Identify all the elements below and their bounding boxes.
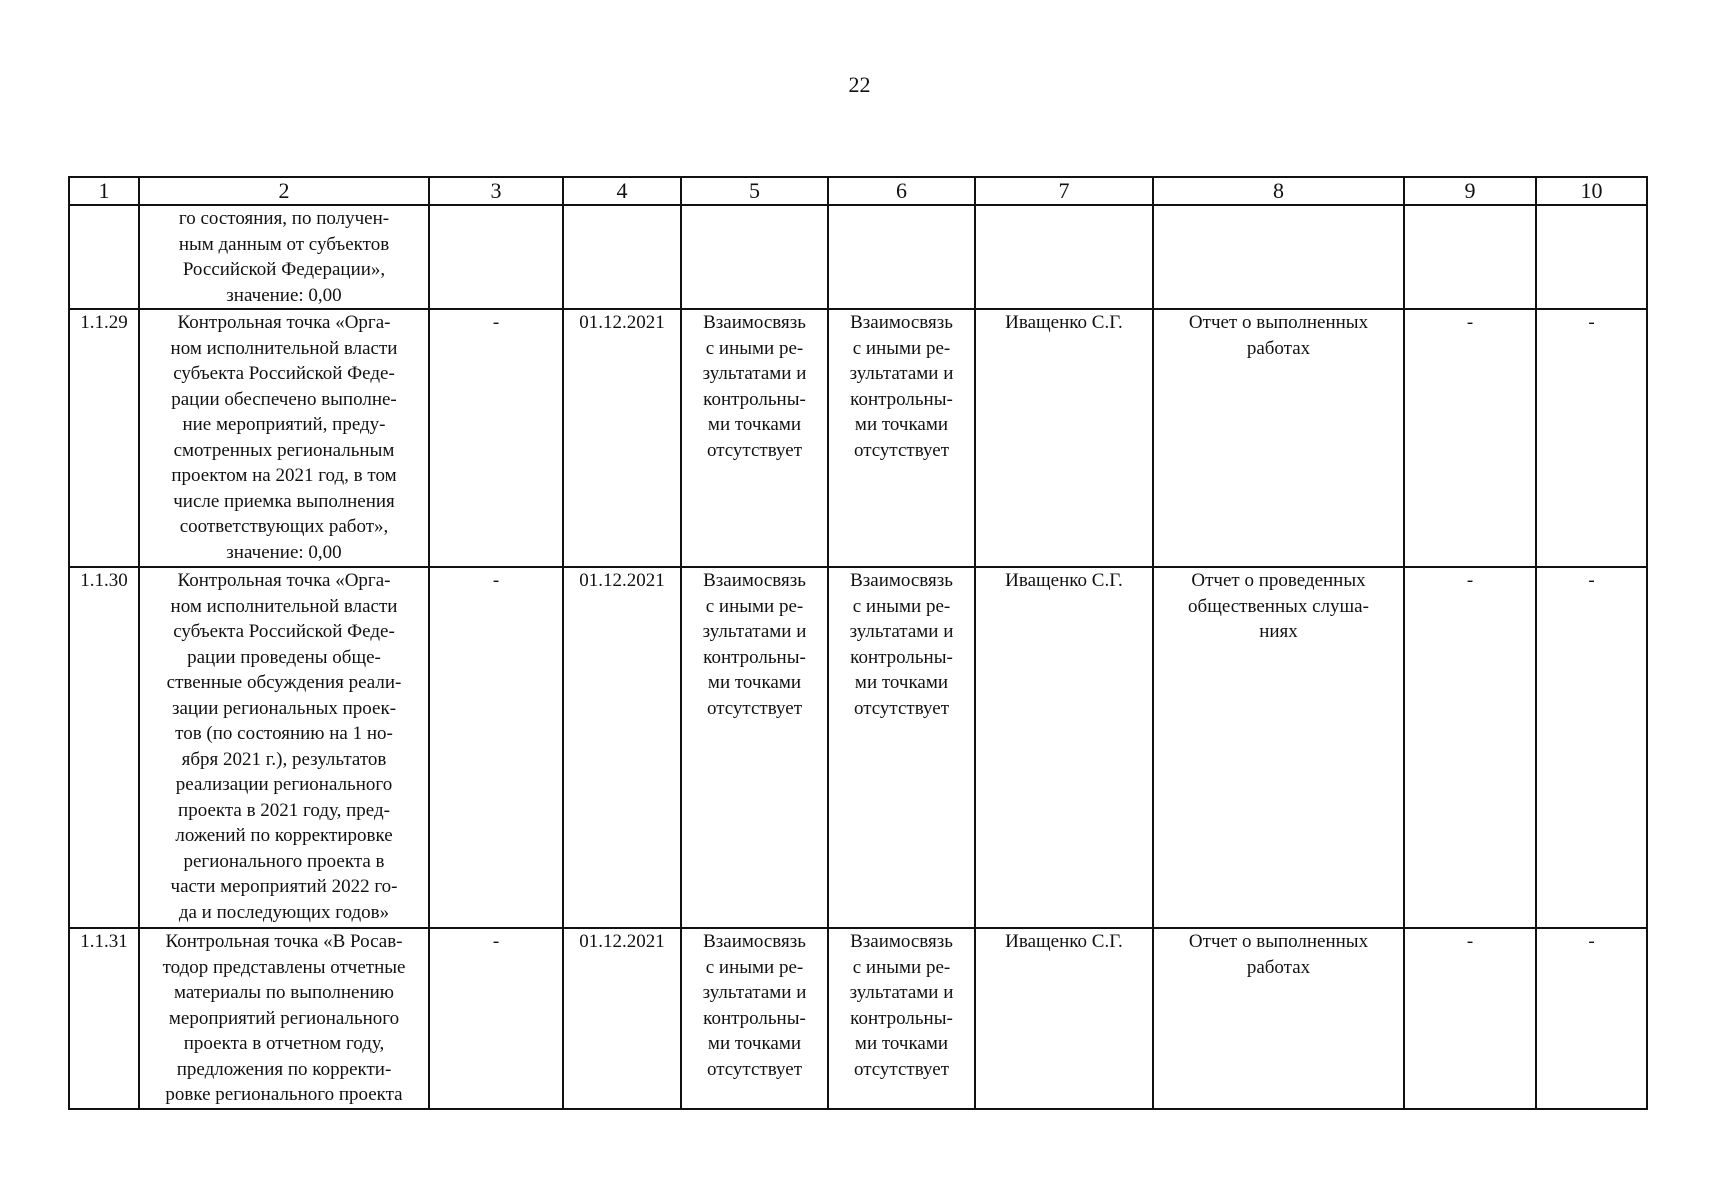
cell-col9 [1404,205,1536,309]
column-header: 5 [681,177,828,205]
cell-col10: - [1536,309,1647,567]
cell-col6: Взаимосвязь с иными ре- зультатами и контрольны- ми точками отсутствует [828,928,975,1109]
cell-col9: - [1404,928,1536,1109]
table-row [69,928,1647,1109]
cell-responsible [975,205,1153,309]
cell-number: 1.1.29 [69,309,139,567]
cell-responsible: Иващенко С.Г. [975,928,1153,1109]
cell-col3 [429,205,563,309]
cell-document [1153,205,1404,309]
cell-number: 1.1.30 [69,567,139,928]
column-header: 1 [69,177,139,205]
table-row [69,567,1647,928]
table-row-continuation [69,205,1647,309]
cell-col6: Взаимосвязь с иными ре- зультатами и контрольны- ми точками отсутствует [828,567,975,928]
column-header: 6 [828,177,975,205]
cell-col9: - [1404,567,1536,928]
cell-description: го состояния, по получен- ным данным от субъектов Российской Федерации», значение: 0,00 [139,205,429,309]
cell-col3: - [429,928,563,1109]
cell-number [69,205,139,309]
document-table [68,176,1648,1110]
cell-col6: Взаимосвязь с иными ре- зультатами и контрольны- ми точками отсутствует [828,309,975,567]
column-header: 2 [139,177,429,205]
column-header: 10 [1536,177,1647,205]
cell-date [563,205,681,309]
cell-date: 01.12.2021 [563,928,681,1109]
cell-col3: - [429,567,563,928]
column-header: 7 [975,177,1153,205]
cell-col10: - [1536,567,1647,928]
cell-responsible: Иващенко С.Г. [975,567,1153,928]
table-header-row [69,177,1647,205]
cell-description: Контрольная точка «Орга- ном исполнительной власти субъекта Российской Феде- рации проведены обще- ственные обсуждения реали- зации региональных проек- тов (по состоянию на 1 но- ября 2021 г.), результатов реализации регионального проекта в 2021 году, пред- ложений по корректировке регионального проекта в части мероприятий 2022 го- да и последующих годов» [139,567,429,928]
cell-col5: Взаимосвязь с иными ре- зультатами и контрольны- ми точками отсутствует [681,567,828,928]
cell-col5 [681,205,828,309]
cell-col3: - [429,309,563,567]
cell-col6 [828,205,975,309]
cell-col10: - [1536,928,1647,1109]
page-number: 22 [848,72,871,97]
column-header: 8 [1153,177,1404,205]
cell-number: 1.1.31 [69,928,139,1109]
cell-description: Контрольная точка «Орга- ном исполнительной власти субъекта Российской Феде- рации обеспечено выполне- ние мероприятий, преду- смотренных региональным проектом на 2021 год, в том числе приемка выполнения соответствующих работ», значение: 0,00 [139,309,429,567]
cell-date: 01.12.2021 [563,309,681,567]
column-header: 3 [429,177,563,205]
cell-col5: Взаимосвязь с иными ре- зультатами и контрольны- ми точками отсутствует [681,309,828,567]
cell-col5: Взаимосвязь с иными ре- зультатами и контрольны- ми точками отсутствует [681,928,828,1109]
cell-col9: - [1404,309,1536,567]
cell-description: Контрольная точка «В Росав- тодор представлены отчетные материалы по выполнению мероприятий регионального проекта в отчетном году, предложения по корректи- ровке регионального проекта [139,928,429,1109]
cell-date: 01.12.2021 [563,567,681,928]
table-row [69,309,1647,567]
cell-responsible: Иващенко С.Г. [975,309,1153,567]
cell-document: Отчет о выполненных работах [1153,309,1404,567]
column-header: 4 [563,177,681,205]
cell-col10 [1536,205,1647,309]
cell-document: Отчет о проведенных общественных слуша- ниях [1153,567,1404,928]
cell-document: Отчет о выполненных работах [1153,928,1404,1109]
column-header: 9 [1404,177,1536,205]
